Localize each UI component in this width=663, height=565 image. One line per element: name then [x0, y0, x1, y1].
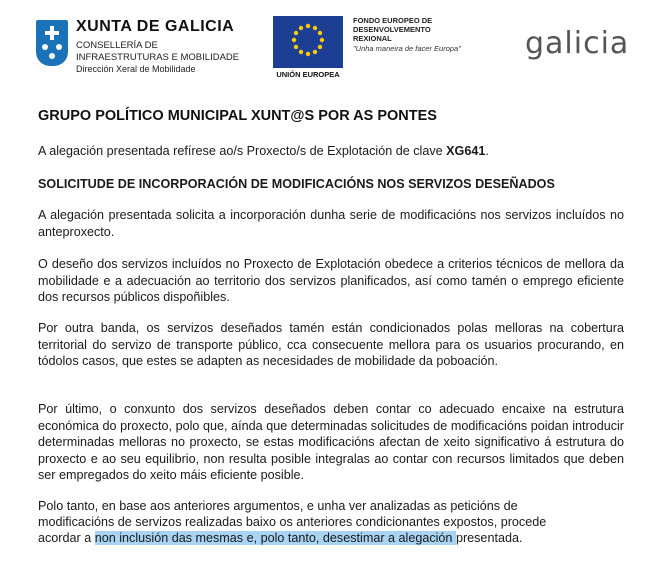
- eu-fund-line-1: FONDO EUROPEO DE: [353, 16, 433, 25]
- eu-flag-icon: [273, 16, 343, 68]
- highlighted-decision[interactable]: non inclusión das mesmas e, polo tanto, desestimar a alegación: [94, 531, 456, 545]
- intro-suffix: .: [485, 144, 489, 158]
- letterhead: [0, 0, 663, 90]
- eu-fund-line-2: DESENVOLVEMENTO: [353, 25, 431, 34]
- xunta-shield-icon: [36, 20, 68, 66]
- department-line-1: CONSELLERÍA DE: [76, 40, 158, 51]
- paragraph-1: A alegación presentada solicita a incorporación dunha serie de modificacións nos servizos incluídos no anteproxecto.: [38, 208, 624, 239]
- final-line-1: Polo tanto, en base aos anteriores argumentos, e unha ver analizadas as peticións de: [38, 499, 518, 513]
- xunta-logo-block: [36, 18, 266, 78]
- department-line-2: INFRAESTRUTURAS E MOBILIDADE: [76, 52, 240, 63]
- eu-fund-name: [353, 16, 432, 43]
- eu-union-label: UNIÓN EUROPEA: [276, 70, 340, 79]
- final-line-3: [38, 530, 522, 547]
- final-line-3-prefix: acordar a: [38, 531, 95, 545]
- intro-prefix: A alegación presentada refírese ao/s Proxecto/s de Explotación de clave: [38, 144, 447, 158]
- paragraph-3: Por outra banda, os servizos deseñados tamén están condicionados polas melloras na cobertura territorial do servizo de transporte público, cca consecuente mellora para os usuarios procurando, en tódolos casos, que estes se adapten as necesidades de mobilidade da poboación.: [38, 321, 624, 368]
- xunta-name: XUNTA DE GALICIA: [76, 18, 235, 35]
- paragraph-4: Por último, o conxunto dos servizos deseñados deben contar co adecuado encaixe na estrutura económica do proxecto, polo que, aínda que determinadas solicitudes de modificacións poidan introducir determinadas melloras no proxecto, se estas modificacións afectan de xeito significativo á estrutura do proxecto e ao seu equilibrio, non resulta posible integralas ao contar con recursos limitados que deben ser empregados do xeito máis eficiente posible.: [38, 402, 624, 482]
- paragraph-2: O deseño dos servizos incluídos no Proxecto de Explotación obedece a criterios técnicos de mellora da mobilidade e a adecuación ao territorio dos servizos planificados, así como tamén o emprego eficiente dos recursos públicos dispoñibles.: [38, 257, 624, 304]
- final-line-2: modificacións de servizos realizadas baixo os anteriores condicionantes expostos, procede: [38, 515, 547, 529]
- directorate: Dirección Xeral de Mobilidade: [76, 64, 196, 74]
- intro-line: [38, 143, 489, 160]
- document-title: GRUPO POLÍTICO MUNICIPAL XUNT@S POR AS PONTES: [38, 108, 437, 124]
- eu-fund-line-3: REXIONAL: [353, 34, 392, 43]
- galicia-logo: galicia: [525, 26, 630, 61]
- final-line-3-suffix: presentada.: [455, 531, 523, 545]
- project-code: XG641: [446, 144, 486, 158]
- section-heading: SOLICITUDE DE INCORPORACIÓN DE MODIFICACIÓNS NOS SERVIZOS DESEÑADOS: [38, 177, 555, 191]
- eu-motto: "Unha maneira de facer Europa": [353, 44, 461, 53]
- eu-feder-block: [273, 16, 483, 82]
